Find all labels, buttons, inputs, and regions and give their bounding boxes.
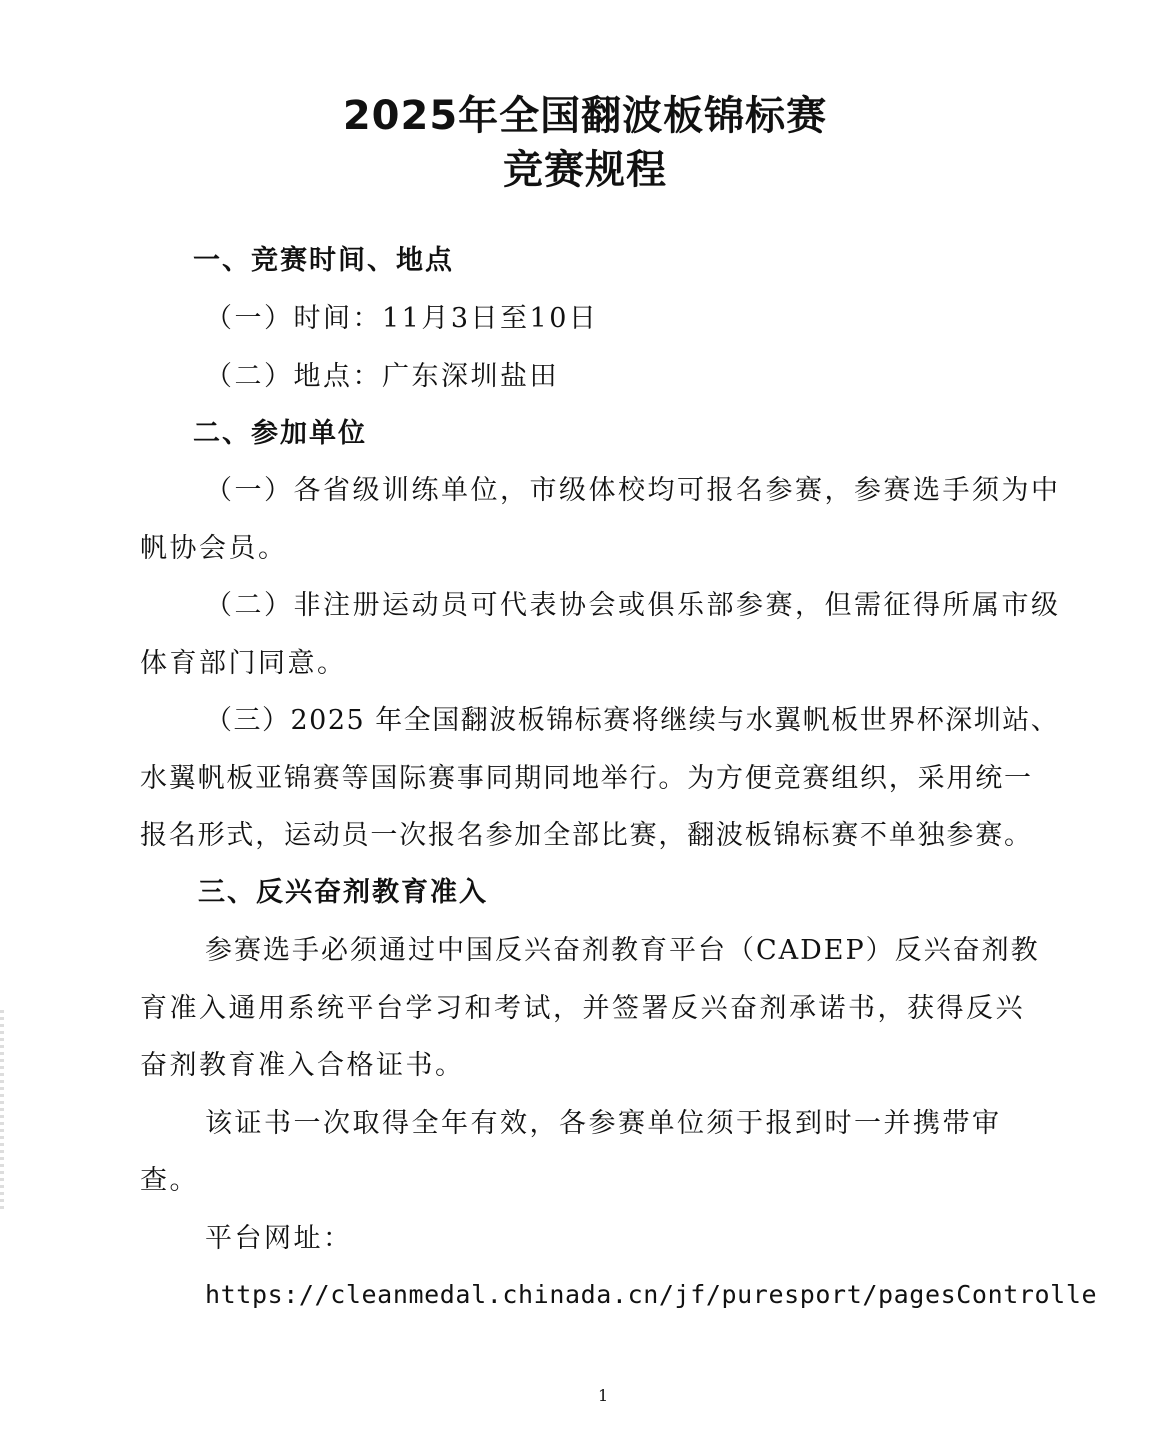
section3-para2-line2: 查。 bbox=[140, 1165, 199, 1196]
document-title: 2025年全国翻波板锦标赛 bbox=[342, 93, 828, 139]
section2-item1-line2: 帆协会员。 bbox=[140, 533, 288, 564]
section1-heading: 一、竞赛时间、地点 bbox=[193, 245, 454, 276]
section2-item3-line1: （三）2025 年全国翻波板锦标赛将继续与水翼帆板世界杯深圳站、 bbox=[205, 705, 1060, 736]
section3-para1-line3: 奋剂教育准入合格证书。 bbox=[140, 1050, 465, 1081]
section2-item2-line1: （二）非注册运动员可代表协会或俱乐部参赛，但需征得所属市级 bbox=[205, 590, 1061, 621]
section3-para2-line1: 该证书一次取得全年有效，各参赛单位须于报到时一并携带审 bbox=[205, 1108, 1002, 1139]
platform-label: 平台网址： bbox=[205, 1223, 353, 1254]
section2-item3-line3: 报名形式，运动员一次报名参加全部比赛，翻波板锦标赛不单独参赛。 bbox=[140, 820, 1033, 851]
page-number: 1 bbox=[598, 1386, 609, 1405]
platform-url: https://cleanmedal.chinada.cn/jf/puresport/pagesControlle bbox=[205, 1280, 1098, 1309]
document-subtitle: 竞赛规程 bbox=[503, 147, 667, 193]
section2-item1-line1: （一）各省级训练单位，市级体校均可报名参赛，参赛选手须为中 bbox=[205, 475, 1061, 506]
section3-para1-line1: 参赛选手必须通过中国反兴奋剂教育平台（CADEP）反兴奋剂教 bbox=[205, 935, 1040, 966]
section2-item3-line2: 水翼帆板亚锦赛等国际赛事同期同地举行。为方便竞赛组织，采用统一 bbox=[140, 763, 1033, 794]
section1-location: （二）地点：广东深圳盐田 bbox=[205, 361, 559, 392]
scan-edge-mark bbox=[0, 1010, 4, 1210]
section3-para1-line2: 育准入通用系统平台学习和考试，并签署反兴奋剂承诺书，获得反兴 bbox=[140, 993, 1025, 1024]
section2-heading: 二、参加单位 bbox=[193, 418, 367, 449]
section3-heading: 三、反兴奋剂教育准入 bbox=[198, 877, 488, 908]
section2-item2-line2: 体育部门同意。 bbox=[140, 648, 347, 679]
section1-time: （一）时间：11月3日至10日 bbox=[205, 303, 599, 334]
